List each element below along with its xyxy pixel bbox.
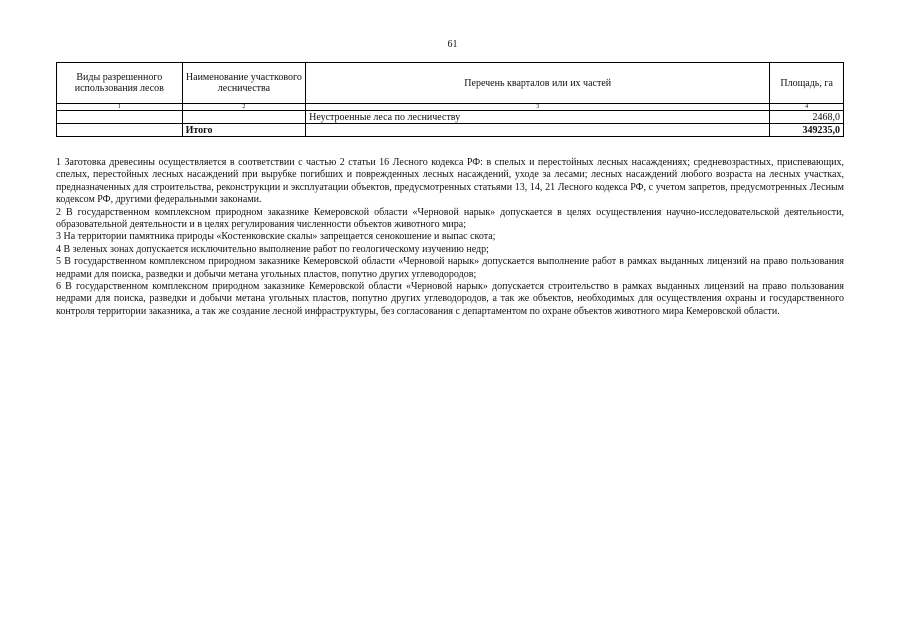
- table-cell: [57, 124, 183, 137]
- total-area: 349235,0: [770, 124, 844, 137]
- footnote: 5 В государственном комплексном природном заказнике Кемеровской области «Черновой нарык» допускается выполнение работ в рамках выданных лицензий на право пользования недрами для поиска, разведки и добычи метана угольных пластов, попутно других углеводородов;: [56, 256, 844, 280]
- footnotes: [56, 157, 844, 318]
- column-index: 2: [182, 104, 306, 111]
- header-quarters-list: Перечень кварталов или их частей: [306, 63, 770, 104]
- footnote: 3 На территории памятника природы «Костенковские скалы» запрещается сенокошение и выпас скота;: [56, 231, 496, 243]
- column-index-row: [57, 104, 844, 111]
- footnote: 2 В государственном комплексном природном заказнике Кемеровской области «Черновой нарык» допускается в целях осуществления научно-исследовательской деятельности, образовательной деятельности и в целях регулирования численности объектов животного мира;: [56, 206, 844, 231]
- table-row: [57, 111, 844, 124]
- footnote: 1 Заготовка древесины осуществляется в соответствии с частью 2 статьи 16 Лесного кодекса РФ: в спелых и перестойных лесных насаждениях; средневозрастных, приспевающих, спелых, перестойных лесных насаждений при вырубке погибших и поврежденных лесных насаждений, уходе за лесами; лесных насаждений любого возраста на лесных участках, предназначенных для строительства, реконструкции и эксплуатации объектов, предусмотренных статьями 13, 14, 21 Лесного кодекса РФ, с учетом запретов, предусмотренных Лесным кодексом РФ, другими федеральными законами.: [56, 157, 844, 206]
- table-cell: [182, 111, 306, 124]
- header-area: Площадь, га: [770, 63, 844, 104]
- table-header-row: [57, 63, 844, 104]
- total-label: Итого: [182, 124, 306, 137]
- column-index: 3: [306, 104, 770, 111]
- page-number: 61: [447, 39, 458, 50]
- table-row-total: [57, 124, 844, 137]
- forest-use-table: [56, 62, 844, 137]
- table-cell-area: 2468,0: [770, 111, 844, 124]
- header-forest-use-types: Виды разрешенного использования лесов: [57, 63, 183, 104]
- column-index: 1: [57, 104, 183, 111]
- footnote: 6 В государственном комплексном природном заказнике Кемеровской области «Черновой нарык» допускается строительство в рамках выданных лицензий на право пользования недрами для поиска, разведки и добычи метана угольных пластов, попутно других углеводородов, а так же объектов, необходимых для осуществления охраны и государственного контроля территории заказника, а так же создание лесной инфраструктуры, без согласования с департаментом по охране объектов животного мира Кемеровской области.: [56, 281, 844, 317]
- footnote: 4 В зеленых зонах допускается исключительно выполнение работ по геологическому изучению недр;: [56, 243, 489, 255]
- table-cell: [306, 124, 770, 137]
- table-cell: [57, 111, 183, 124]
- table-cell: Неустроенные леса по лесничеству: [306, 111, 770, 124]
- header-district-forestry-name: Наименование участкового лесничества: [182, 63, 306, 104]
- column-index: 4: [770, 104, 844, 111]
